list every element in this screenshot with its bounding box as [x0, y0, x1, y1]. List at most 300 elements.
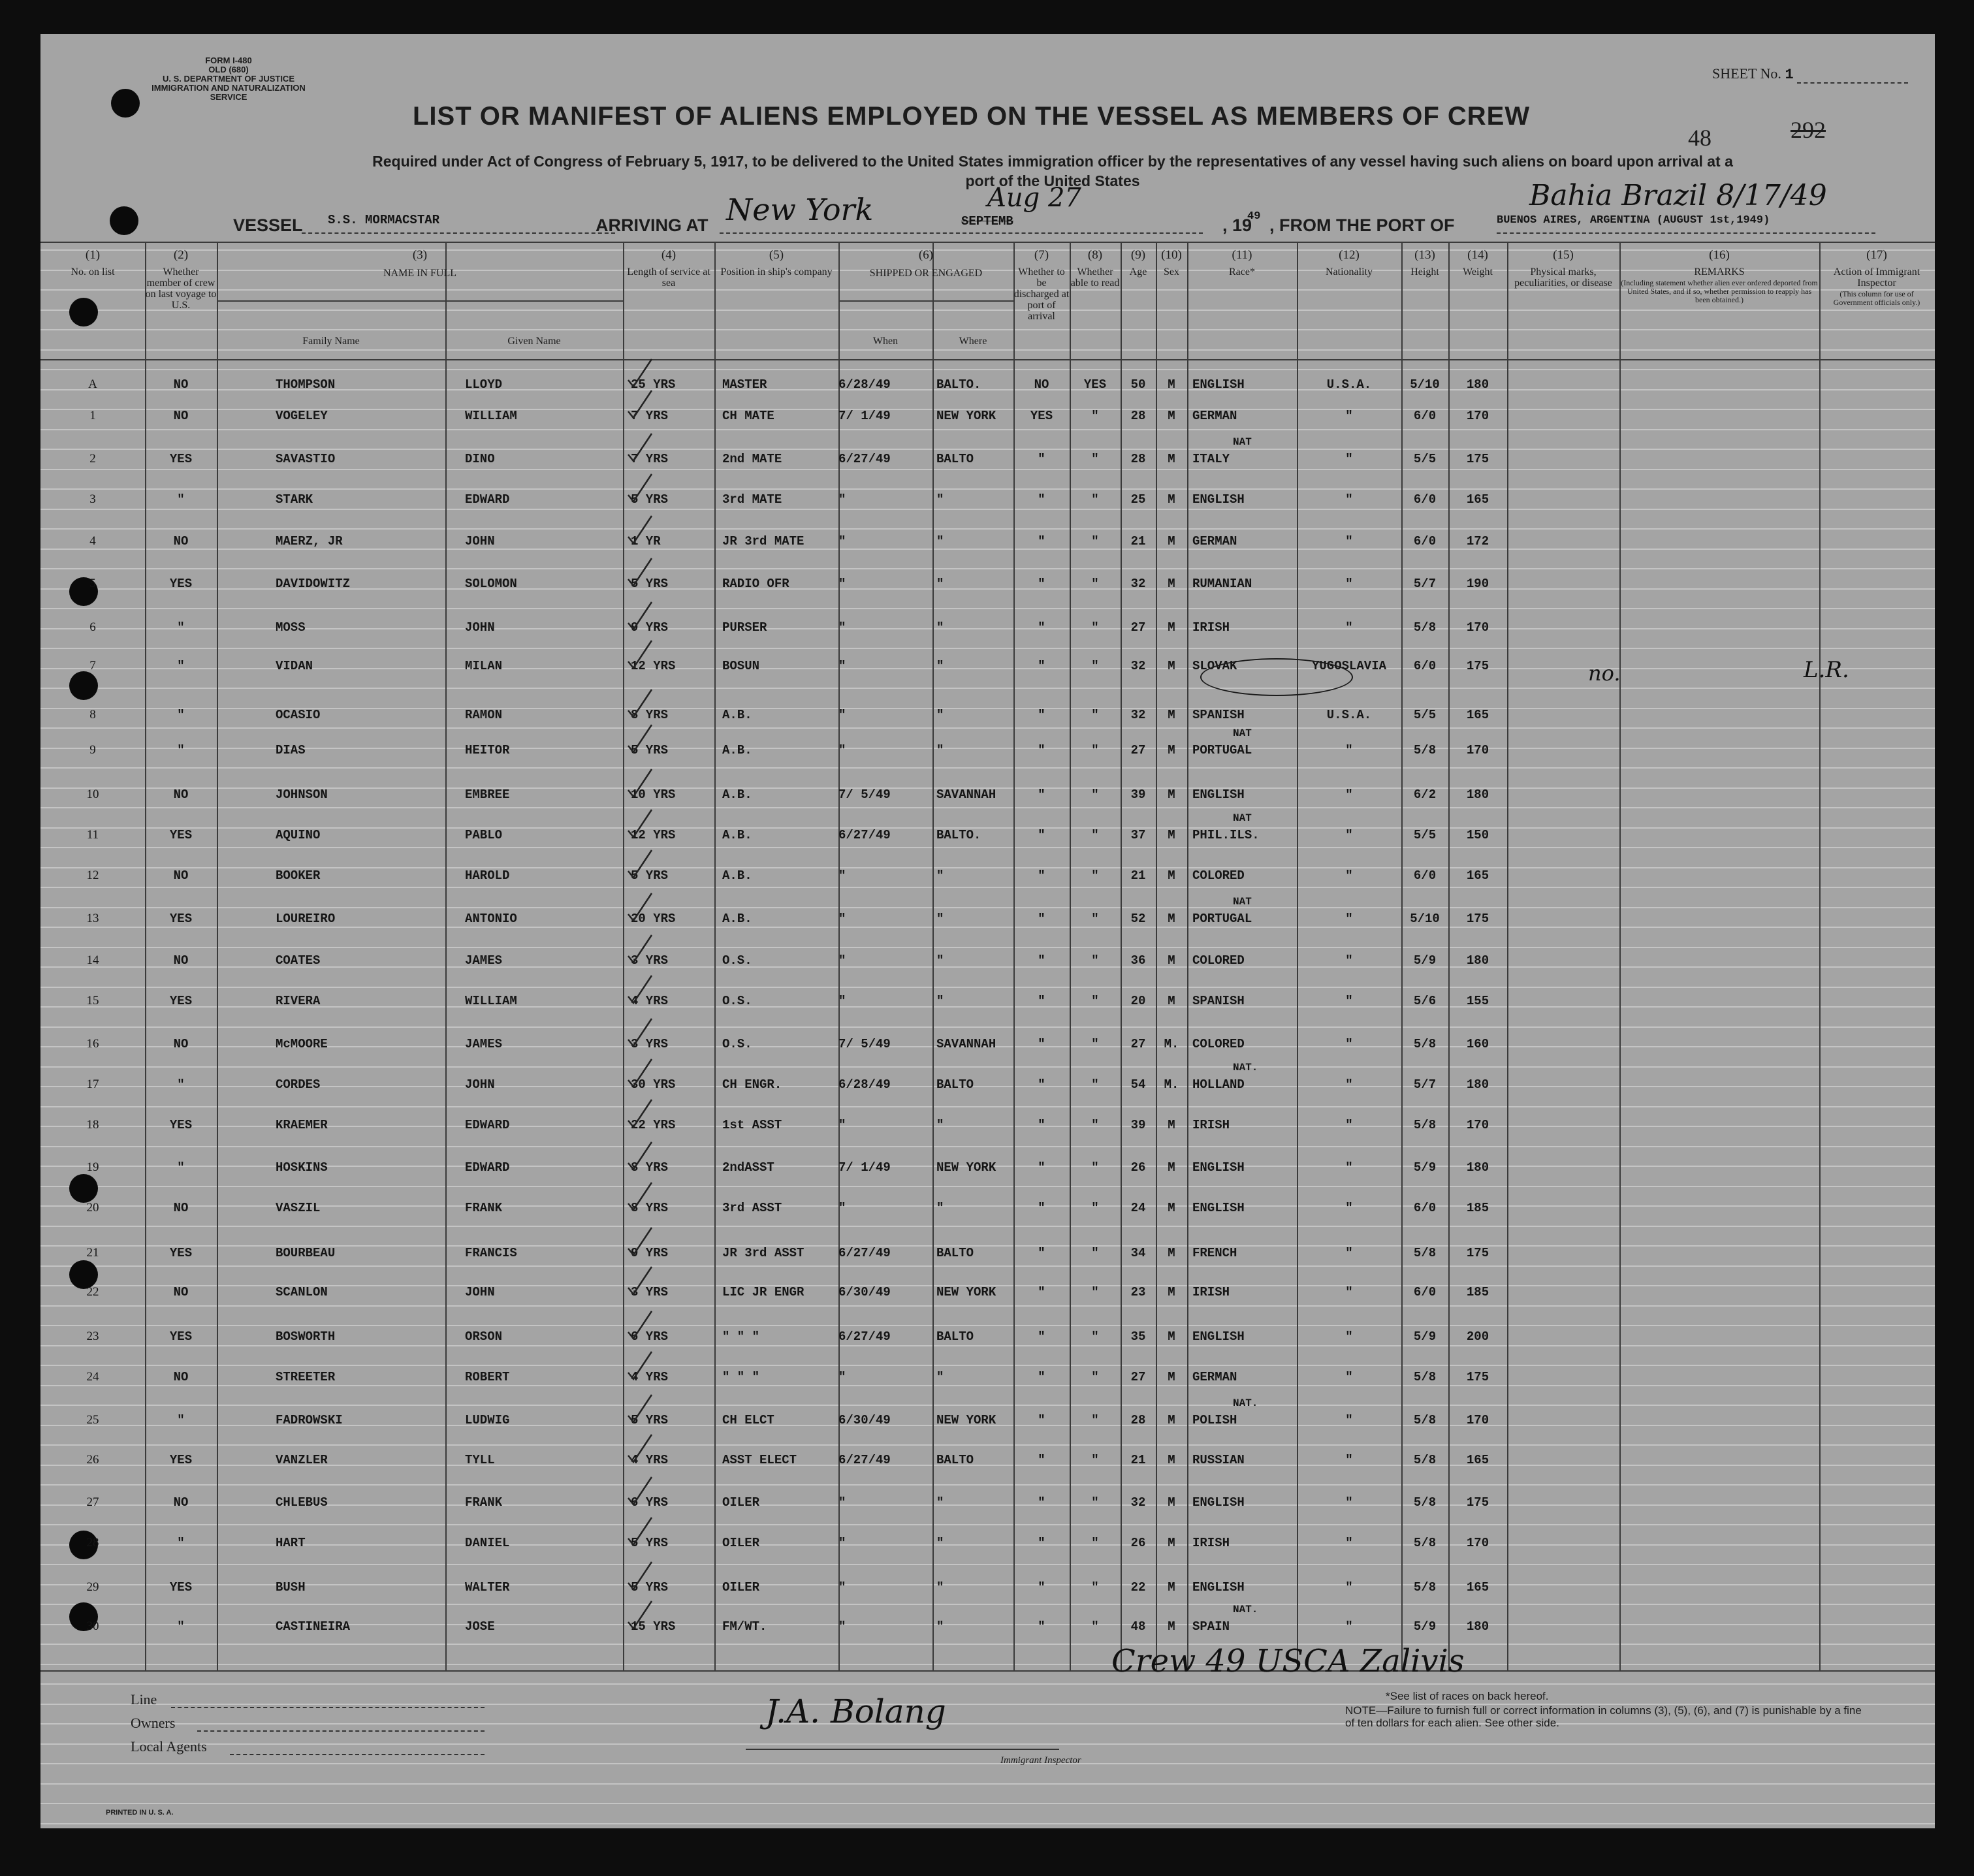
cell-family: BOOKER [276, 868, 321, 883]
cell-age: 36 [1130, 953, 1146, 968]
cell-read: " [1091, 828, 1099, 842]
ledger-rule [40, 329, 1935, 330]
check-mark [627, 808, 649, 835]
check-mark [627, 639, 649, 665]
cell-when: " [838, 1201, 846, 1215]
cell-sex: M [1168, 743, 1175, 757]
cell-age: 39 [1130, 1118, 1146, 1132]
cell-when: 6/28/49 [838, 377, 891, 392]
footer-line-label: Line [131, 1691, 157, 1708]
cell-race: ENGLISH [1192, 1329, 1245, 1344]
cell-nationality: " [1345, 620, 1353, 635]
race-naturalized-note: NAT [1233, 896, 1252, 908]
header-cell-2 [145, 248, 217, 311]
ledger-rule [40, 1683, 1935, 1685]
cell-no: 30 [86, 1619, 99, 1633]
cell-height: 6/0 [1413, 534, 1437, 548]
cell-position: OILER [722, 1495, 760, 1510]
cell-weight: 165 [1466, 708, 1489, 722]
cell-no: 12 [86, 868, 99, 882]
header-cell-17 [1819, 248, 1934, 307]
cell-discharged: " [1038, 659, 1045, 673]
remarks-annotation: no. [1588, 661, 1621, 686]
cell-age: 52 [1130, 912, 1146, 926]
table-row [40, 1201, 1935, 1218]
cell-height: 5/7 [1413, 1077, 1437, 1092]
nationality-circle [1200, 658, 1353, 696]
cell-nationality: " [1345, 743, 1353, 757]
cell-where: " [936, 912, 944, 926]
cell-race: GERMAN [1192, 1370, 1237, 1384]
cell-where: NEW YORK [936, 409, 996, 423]
cell-last: " [177, 1619, 185, 1634]
cell-last: " [177, 620, 185, 635]
cell-given: PABLO [465, 828, 503, 842]
cell-height: 5/8 [1413, 1453, 1437, 1467]
cell-where: " [936, 1619, 944, 1634]
check-mark [627, 849, 649, 875]
cell-sex: M [1168, 1160, 1175, 1175]
cell-given: DINO [465, 452, 495, 466]
cell-family: OCASIO [276, 708, 321, 722]
cell-where: " [936, 577, 944, 591]
cell-height: 5/5 [1413, 452, 1437, 466]
column-number: (10) [1161, 248, 1182, 262]
check-mark [627, 1600, 649, 1626]
cell-family: SAVASTIO [276, 452, 336, 466]
cell-when: 6/27/49 [838, 452, 891, 466]
cell-where: BALTO [936, 1453, 974, 1467]
cell-no: 2 [89, 452, 96, 466]
cell-position: " " " [722, 1370, 760, 1384]
cell-race: ENGLISH [1192, 377, 1245, 392]
cell-when: " [838, 708, 846, 722]
cell-weight: 180 [1466, 1077, 1489, 1092]
cell-age: 32 [1130, 1495, 1146, 1510]
cell-race: PORTUGAL [1192, 912, 1252, 926]
check-mark [627, 557, 649, 583]
cell-service: 5 YRS [631, 1413, 669, 1427]
cell-read: YES [1083, 377, 1107, 392]
name-subheader-rule [217, 300, 623, 302]
cell-nationality: " [1345, 1118, 1353, 1132]
cell-read: " [1091, 787, 1099, 802]
cell-height: 6/0 [1413, 659, 1437, 673]
cell-where: " [936, 1118, 944, 1132]
cell-position: A.B. [722, 912, 752, 926]
cell-read: " [1091, 492, 1099, 507]
cell-race: COLORED [1192, 868, 1245, 883]
cell-family: McMOORE [276, 1037, 328, 1051]
check-mark [627, 1433, 649, 1459]
check-mark [627, 768, 649, 794]
cell-last: YES [169, 912, 193, 926]
cell-height: 6/0 [1413, 1201, 1437, 1215]
cell-sex: M [1168, 1495, 1175, 1510]
cell-nationality: " [1345, 577, 1353, 591]
form-id-block [150, 56, 307, 102]
ledger-rule [40, 568, 1935, 569]
cell-weight: 180 [1466, 1619, 1489, 1634]
cell-last: YES [169, 1246, 193, 1260]
cell-weight: 172 [1466, 534, 1489, 548]
cell-where: BALTO. [936, 377, 981, 392]
cell-no: 3 [89, 492, 96, 506]
cell-when: " [838, 492, 846, 507]
cell-age: 23 [1130, 1285, 1146, 1299]
cell-when: " [838, 994, 846, 1008]
table-row [40, 409, 1935, 426]
cell-read: " [1091, 1413, 1099, 1427]
cell-given: JOHN [465, 620, 495, 635]
cell-no: 13 [86, 912, 99, 925]
cell-given: LLOYD [465, 377, 503, 392]
cell-when: " [838, 868, 846, 883]
cell-no: 17 [86, 1077, 99, 1091]
table-row [40, 1453, 1935, 1470]
column-number: (17) [1866, 248, 1887, 262]
cell-no: 19 [86, 1160, 99, 1174]
cell-discharged: " [1038, 620, 1045, 635]
cell-discharged: " [1038, 1580, 1045, 1595]
punch-hole [69, 1174, 98, 1203]
cell-last: " [177, 492, 185, 507]
cell-position: A.B. [722, 868, 752, 883]
cell-weight: 170 [1466, 1536, 1489, 1550]
cell-sex: M [1168, 1370, 1175, 1384]
cell-when: " [838, 577, 846, 591]
cell-family: LOUREIRO [276, 912, 336, 926]
cell-given: HEITOR [465, 743, 510, 757]
cell-service: 5 YRS [631, 868, 669, 883]
cell-read: " [1091, 452, 1099, 466]
column-label: Age [1129, 266, 1147, 278]
cell-read: " [1091, 994, 1099, 1008]
cell-position: ASST ELECT [722, 1453, 797, 1467]
ledger-rule [40, 907, 1935, 908]
table-row [40, 492, 1935, 509]
cell-service: 8 YRS [631, 1160, 669, 1175]
cell-service: 9 YRS [631, 620, 669, 635]
ledger-rule [40, 1524, 1935, 1525]
check-mark [627, 934, 649, 960]
cell-weight: 165 [1466, 1453, 1489, 1467]
table-row [40, 812, 1935, 845]
cell-family: VANZLER [276, 1453, 328, 1467]
cell-family: AQUINO [276, 828, 321, 842]
table-top-rule [40, 242, 1935, 243]
cell-no: 10 [86, 787, 99, 801]
cell-height: 5/5 [1413, 708, 1437, 722]
cell-race: SPANISH [1192, 708, 1245, 722]
shipped-subheader-rule [838, 300, 1013, 302]
ledger-rule [40, 688, 1935, 689]
cell-where: " [936, 953, 944, 968]
cell-last: " [177, 1160, 185, 1175]
column-label: Whether member of crew on last voyage to U.S. [145, 266, 217, 311]
sheet-number [1712, 65, 1794, 83]
cell-age: 26 [1130, 1536, 1146, 1550]
ledger-rule [40, 1783, 1935, 1785]
cell-when: " [838, 1495, 846, 1510]
cell-height: 6/0 [1413, 868, 1437, 883]
ledger-rule [40, 469, 1935, 470]
cell-last: NO [173, 1285, 189, 1299]
header-cell-1 [40, 248, 145, 278]
header-cell-14 [1448, 248, 1507, 278]
cell-where: " [936, 534, 944, 548]
cell-discharged: " [1038, 1413, 1045, 1427]
cell-weight: 170 [1466, 1413, 1489, 1427]
cell-weight: 180 [1466, 377, 1489, 392]
struck-count: 292 [1791, 117, 1826, 143]
cell-discharged: " [1038, 1495, 1045, 1510]
cell-discharged: YES [1030, 409, 1053, 423]
cell-family: STARK [276, 492, 313, 507]
cell-when: " [838, 534, 846, 548]
cell-given: EDWARD [465, 492, 510, 507]
cell-nationality: " [1345, 1201, 1353, 1215]
vessel-line [302, 232, 615, 234]
cell-sex: M [1168, 912, 1175, 926]
cell-no: 16 [86, 1037, 99, 1051]
cell-read: " [1091, 1580, 1099, 1595]
cell-family: BOURBEAU [276, 1246, 336, 1260]
footer-owners-rule [197, 1730, 485, 1732]
table-row [40, 1370, 1935, 1387]
cell-position: JR 3rd MATE [722, 534, 804, 548]
cell-family: FADROWSKI [276, 1413, 343, 1427]
cell-read: " [1091, 1536, 1099, 1550]
cell-weight: 175 [1466, 659, 1489, 673]
cell-last: YES [169, 1118, 193, 1132]
cell-last: " [177, 659, 185, 673]
ledger-rule [40, 1186, 1935, 1187]
cell-family: VASZIL [276, 1201, 321, 1215]
column-number: (13) [1414, 248, 1435, 262]
races-note: *See list of races on back hereof. [1386, 1690, 1549, 1702]
cell-given: TYLL [465, 1453, 495, 1467]
cell-age: 27 [1130, 620, 1146, 635]
cell-sex: M [1168, 1453, 1175, 1467]
table-row [40, 1580, 1935, 1597]
inspector-label: Immigrant Inspector [1000, 1755, 1081, 1766]
ledger-rule [40, 1226, 1935, 1227]
check-mark [627, 601, 649, 627]
column-note: (Including statement whether alien ever ordered deported from United States, and if so, whether permission to reapply has been obtained.) [1621, 278, 1818, 304]
cell-age: 28 [1130, 1413, 1146, 1427]
cell-no: 24 [86, 1370, 99, 1384]
table-row [40, 1397, 1935, 1430]
ledger-rule [40, 1305, 1935, 1307]
ledger-rule [40, 1365, 1935, 1366]
cell-read: " [1091, 708, 1099, 722]
cell-position: 2nd MATE [722, 452, 782, 466]
check-mark [627, 1265, 649, 1292]
cell-sex: M [1168, 534, 1175, 548]
ledger-rule [40, 1066, 1935, 1068]
ledger-rule [40, 1405, 1935, 1406]
cell-position: 2ndASST [722, 1160, 774, 1175]
arriving-port: New York [726, 192, 874, 227]
cell-sex: M [1168, 708, 1175, 722]
column-number: (7) [1034, 248, 1049, 262]
cell-service: 8 YRS [631, 1201, 669, 1215]
column-label: Race* [1229, 266, 1255, 278]
cell-position: A.B. [722, 828, 752, 842]
cell-last: YES [169, 452, 193, 466]
cell-weight: 155 [1466, 994, 1489, 1008]
column-sublabel: Family Name [302, 336, 360, 347]
cell-discharged: " [1038, 1160, 1045, 1175]
cell-service: 20 YRS [631, 912, 676, 926]
column-label: Position in ship's company [720, 266, 833, 278]
cell-last: " [177, 1413, 185, 1427]
cell-age: 32 [1130, 659, 1146, 673]
cell-no: 7 [89, 659, 96, 673]
cell-given: DANIEL [465, 1536, 510, 1550]
ledger-rule [40, 648, 1935, 649]
header-cell-15 [1507, 248, 1619, 289]
column-sublabel: Where [959, 336, 987, 347]
ledger-rule [40, 1604, 1935, 1605]
cell-service: 6 YRS [631, 1495, 669, 1510]
cell-nationality: " [1345, 994, 1353, 1008]
column-number: (6) [918, 248, 934, 262]
cell-position: A.B. [722, 787, 752, 802]
from-port-typed: BUENOS AIRES, ARGENTINA (AUGUST 1st,1949) [1497, 214, 1770, 227]
punch-hole [69, 298, 98, 326]
cell-race: RUMANIAN [1192, 577, 1252, 591]
punch-hole [110, 206, 138, 235]
cell-position: CH ELCT [722, 1413, 774, 1427]
vessel-label: VESSEL [233, 215, 303, 235]
check-mark [627, 723, 649, 750]
cell-age: 27 [1130, 1370, 1146, 1384]
cell-discharged: " [1038, 953, 1045, 968]
cell-last: NO [173, 868, 189, 883]
cell-given: JOSE [465, 1619, 495, 1634]
cell-service: 12 YRS [631, 659, 676, 673]
cell-service: 7 YRS [631, 409, 669, 423]
cell-read: " [1091, 1077, 1099, 1092]
cell-when: 6/27/49 [838, 828, 891, 842]
cell-height: 5/5 [1413, 828, 1437, 842]
check-mark [627, 1516, 649, 1542]
cell-height: 5/9 [1413, 1619, 1437, 1634]
cell-sex: M [1168, 1536, 1175, 1550]
cell-height: 5/8 [1413, 1118, 1437, 1132]
cell-last: NO [173, 377, 189, 392]
cell-nationality: " [1345, 492, 1353, 507]
cell-read: " [1091, 1453, 1099, 1467]
cell-race: ITALY [1192, 452, 1230, 466]
cell-age: 21 [1130, 868, 1146, 883]
cell-nationality: " [1345, 1495, 1353, 1510]
ledger-rule [40, 947, 1935, 948]
cell-weight: 175 [1466, 1370, 1489, 1384]
column-label: Length of service at sea [627, 266, 710, 289]
cell-read: " [1091, 1619, 1099, 1634]
cell-sex: M [1168, 659, 1175, 673]
ledger-rule [40, 488, 1935, 490]
cell-sex: M [1168, 953, 1175, 968]
cell-read: " [1091, 577, 1099, 591]
cell-family: DIAS [276, 743, 306, 757]
cell-height: 5/8 [1413, 1536, 1437, 1550]
ledger-rule [40, 1803, 1935, 1804]
table-row [40, 1160, 1935, 1177]
table-row [40, 577, 1935, 594]
cell-service: 7 YRS [631, 452, 669, 466]
cell-when: " [838, 1370, 846, 1384]
column-number: (4) [661, 248, 677, 262]
cell-position: PURSER [722, 620, 767, 635]
cell-no: 28 [86, 1536, 99, 1550]
footer-line-rule [171, 1707, 485, 1708]
cell-where: " [936, 994, 944, 1008]
cell-given: JOHN [465, 1077, 495, 1092]
cell-sex: M [1168, 377, 1175, 392]
cell-height: 5/9 [1413, 1160, 1437, 1175]
cell-service: 4 YRS [631, 1453, 669, 1467]
cell-service: 8 YRS [631, 708, 669, 722]
cell-sex: M [1168, 868, 1175, 883]
cell-height: 5/8 [1413, 743, 1437, 757]
cell-position: O.S. [722, 994, 752, 1008]
race-naturalized-note: NAT [1233, 812, 1252, 824]
cell-position: OILER [722, 1536, 760, 1550]
race-naturalized-note: NAT [1233, 436, 1252, 448]
cell-given: ANTONIO [465, 912, 517, 926]
cell-height: 6/0 [1413, 1285, 1437, 1299]
cell-height: 5/7 [1413, 577, 1437, 591]
footer-owners-label: Owners [131, 1715, 176, 1731]
cell-weight: 185 [1466, 1285, 1489, 1299]
cell-discharged: " [1038, 577, 1045, 591]
cell-service: 10 YRS [631, 787, 676, 802]
cell-sex: M. [1164, 1037, 1179, 1051]
column-number: (8) [1087, 248, 1103, 262]
cell-sex: M [1168, 1201, 1175, 1215]
cell-weight: 165 [1466, 868, 1489, 883]
cell-weight: 190 [1466, 577, 1489, 591]
cell-height: 5/9 [1413, 1329, 1437, 1344]
cell-sex: M [1168, 452, 1175, 466]
cell-race: PORTUGAL [1192, 743, 1252, 757]
cell-height: 5/9 [1413, 953, 1437, 968]
cell-when: " [838, 912, 846, 926]
cell-last: YES [169, 994, 193, 1008]
cell-race: ENGLISH [1192, 787, 1245, 802]
cell-given: EDWARD [465, 1160, 510, 1175]
ledger-rule [40, 727, 1935, 729]
table-row [40, 1604, 1935, 1636]
arriving-label: ARRIVING AT [596, 215, 708, 235]
cell-weight: 175 [1466, 452, 1489, 466]
cell-weight: 160 [1466, 1037, 1489, 1051]
column-sublabel: When [872, 336, 899, 347]
ledger-rule [40, 608, 1935, 609]
cell-race: ENGLISH [1192, 1580, 1245, 1595]
cell-position: O.S. [722, 1037, 752, 1051]
table-bottom-rule [40, 1670, 1935, 1672]
cell-nationality: " [1345, 1329, 1353, 1344]
cell-service: 4 YRS [631, 1370, 669, 1384]
cell-when: 6/30/49 [838, 1413, 891, 1427]
cell-discharged: " [1038, 912, 1045, 926]
check-mark [627, 358, 649, 384]
